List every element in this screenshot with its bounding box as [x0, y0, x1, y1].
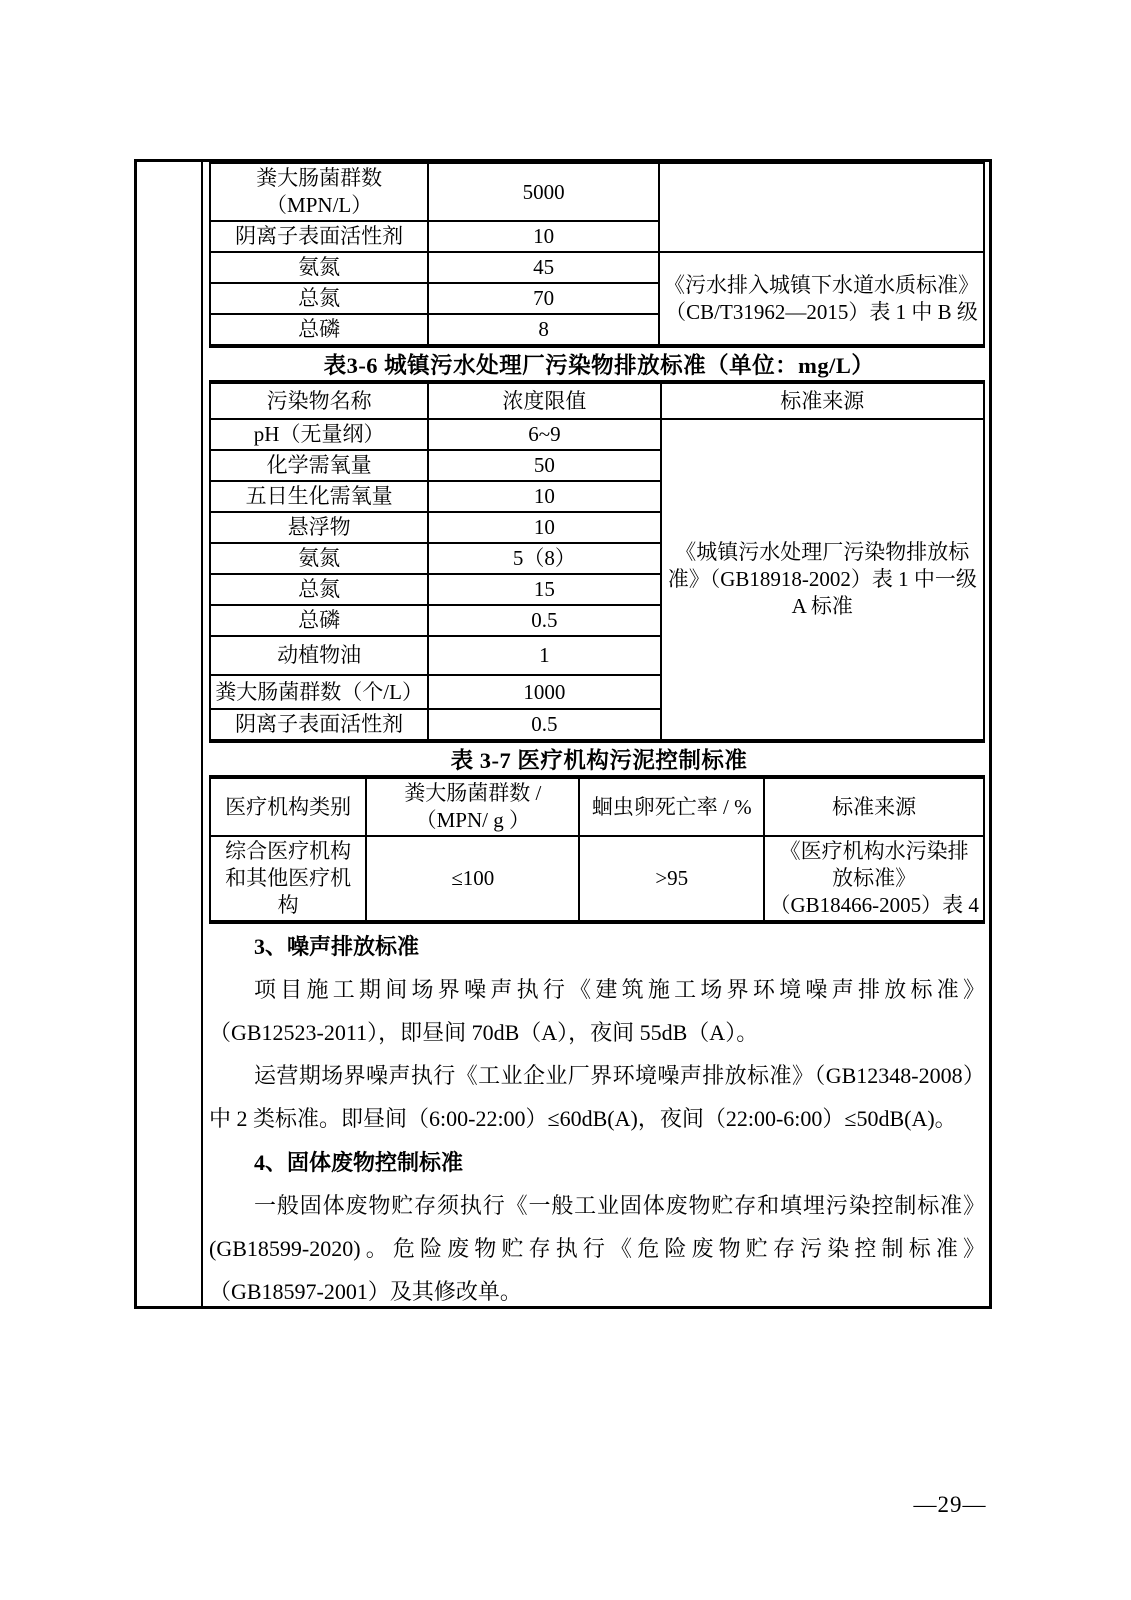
- limit-value-cell: 5000: [428, 163, 659, 221]
- limit-value-cell: 10: [428, 512, 660, 543]
- standard-source-line: （CB/T31962—2015）表 1 中 B 级: [665, 299, 978, 324]
- coliform-limit-cell: ≤100: [366, 836, 579, 922]
- standard-source-line: A 标准: [791, 594, 853, 618]
- pollutant-name-cell: 总氮: [210, 283, 428, 314]
- institution-type-cell: [210, 836, 366, 922]
- standard-source-line: （GB18466-2005）表 4: [769, 893, 979, 917]
- standard-source-line: 《医疗机构水污染排: [779, 839, 969, 863]
- limit-value-cell: 1000: [428, 675, 660, 709]
- column-header: 标准来源: [661, 382, 985, 419]
- standards-text-block: [209, 924, 989, 1313]
- standard-source-line: 《污水排入城镇下水道水质标准》: [664, 272, 980, 297]
- limit-value-cell: 10: [428, 481, 660, 512]
- limit-value-cell: 10: [428, 221, 659, 252]
- pollutant-name-cell: pH（无量纲）: [210, 419, 428, 450]
- limit-value-cell: 5（8）: [428, 543, 660, 574]
- medical-sludge-standard-table: [209, 775, 985, 924]
- form-left-column: [137, 162, 203, 1306]
- pollutant-name-cell: 总磷: [210, 605, 428, 636]
- noise-standard-heading: 3、噪声排放标准: [254, 934, 420, 959]
- paragraph-line: 运营期场界噪声执行《工业企业厂界环境噪声排放标准》（GB12348-2008）: [254, 1063, 985, 1088]
- paragraph-line: 项目施工期间场界噪声执行《建筑施工场界环境噪声排放标准》: [254, 977, 985, 1002]
- column-header: 标准来源: [764, 777, 984, 836]
- solid-waste-standard-heading: 4、固体废物控制标准: [254, 1150, 464, 1175]
- form-main-cell: [203, 162, 989, 1306]
- empty-source-cell: [659, 163, 984, 252]
- table-row: [210, 252, 984, 283]
- table-header-row: [210, 777, 984, 836]
- pollutant-name-cell: 五日生化需氧量: [210, 481, 428, 512]
- pollutant-name-cell: 阴离子表面活性剂: [210, 221, 428, 252]
- limit-value-cell: 8: [428, 314, 659, 346]
- limit-value-cell: 70: [428, 283, 659, 314]
- paragraph-line: 中 2 类标准。即昼间（6:00-22:00）≤60dB(A)，夜间（22:00-6:00）≤50dB(A)。: [209, 1106, 957, 1131]
- table-3-7-title: 表 3-7 医疗机构污泥控制标准: [450, 748, 748, 773]
- standard-source-cell: [764, 836, 984, 922]
- ascaris-mortality-cell: >95: [579, 836, 764, 922]
- table-3-6-title: 表3-6 城镇污水处理厂污染物排放标准（单位：mg/L）: [323, 353, 875, 378]
- column-header-line: 粪大肠菌群数 /: [404, 781, 542, 805]
- limit-value-cell: 6~9: [428, 419, 660, 450]
- column-header: [366, 777, 579, 836]
- table-row: [210, 419, 984, 450]
- column-header: 蛔虫卵死亡率 / %: [579, 777, 764, 836]
- table-header-row: [210, 382, 984, 419]
- pollutant-name-cell: 总氮: [210, 574, 428, 605]
- pollutant-unit-line: （MPN/L）: [266, 193, 373, 217]
- column-header: 污染物名称: [210, 382, 428, 419]
- table-row: [210, 836, 984, 922]
- limit-value-cell: 0.5: [428, 605, 660, 636]
- paragraph-line: 一般固体废物贮存须执行《一般工业固体废物贮存和填埋污染控制标准》: [254, 1193, 985, 1218]
- pollutant-name-cell: 粪大肠菌群数（个/L）: [210, 675, 428, 709]
- standard-source-line: 放标准》: [832, 866, 917, 890]
- plant-emission-standard-table: [209, 380, 985, 743]
- column-header-line: （MPN/ g ）: [415, 808, 530, 832]
- limit-value-cell: 15: [428, 574, 660, 605]
- pollutant-name-cell: 氨氮: [210, 543, 428, 574]
- pollutant-name-cell: 动植物油: [210, 636, 428, 675]
- paragraph-line: （GB12523-2011），即昼间 70dB（A），夜间 55dB（A）。: [209, 1020, 759, 1045]
- paragraph-line: （GB18597-2001）及其修改单。: [209, 1279, 522, 1304]
- standard-source-line: 准》（GB18918-2002）表 1 中一级: [667, 567, 977, 591]
- institution-type-line: 和其他医疗机: [225, 866, 352, 890]
- page-number: —29—: [913, 1492, 987, 1517]
- pollutant-name-cell: 化学需氧量: [210, 450, 428, 481]
- pollutant-name-line: 粪大肠菌群数: [256, 166, 383, 190]
- standard-source-line: 《城镇污水处理厂污染物排放标: [675, 540, 970, 564]
- sewage-intake-standard-table: [209, 162, 985, 348]
- limit-value-cell: 50: [428, 450, 660, 481]
- institution-type-line: 构: [277, 893, 299, 917]
- standard-source-cell: [661, 419, 985, 741]
- column-header: 医疗机构类别: [210, 777, 366, 836]
- column-header: 浓度限值: [428, 382, 660, 419]
- pollutant-name-cell: 阴离子表面活性剂: [210, 709, 428, 741]
- report-form-box: [134, 159, 992, 1309]
- paragraph-line: (GB18599-2020)。危险废物贮存执行《危险废物贮存污染控制标准》: [209, 1236, 985, 1261]
- limit-value-cell: 45: [428, 252, 659, 283]
- limit-value-cell: 1: [428, 636, 660, 675]
- standard-source-cell: [659, 252, 984, 346]
- table-row: [210, 163, 984, 221]
- limit-value-cell: 0.5: [428, 709, 660, 741]
- institution-type-line: 综合医疗机构: [225, 839, 352, 863]
- pollutant-name-cell: 悬浮物: [210, 512, 428, 543]
- pollutant-name-cell: 总磷: [210, 314, 428, 346]
- pollutant-name-cell: [210, 163, 428, 221]
- pollutant-name-cell: 氨氮: [210, 252, 428, 283]
